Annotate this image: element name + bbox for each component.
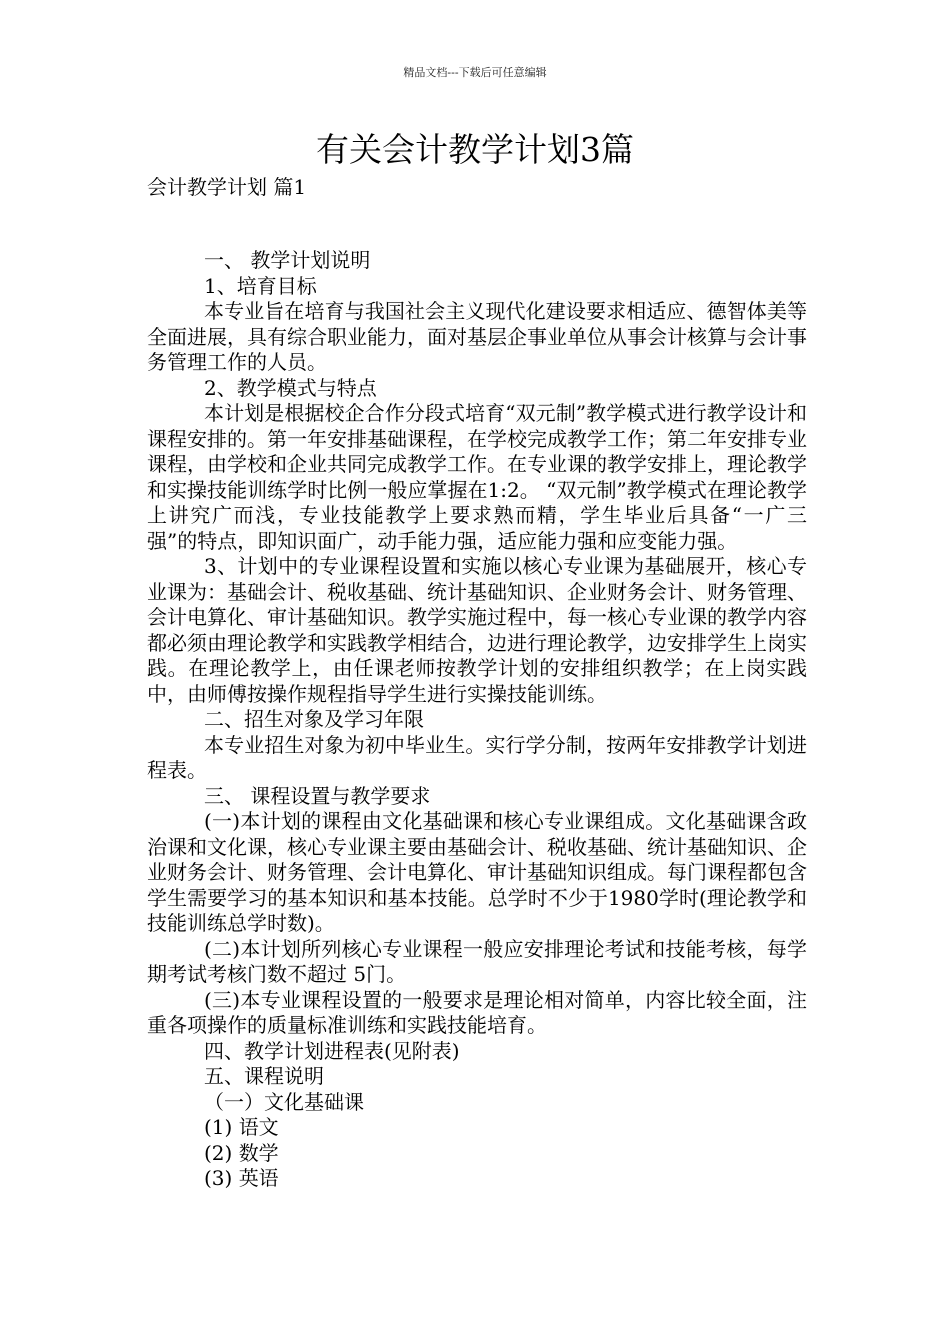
body-paragraph: 本专业旨在培育与我国社会主义现代化建设要求相适应、德智体美等全面进展，具有综合职业能力，面对基层企事业单位从事会计核算与会计事务管理工作的人员。 — [147, 299, 807, 374]
section-heading: 四、教学计划进程表(见附表) — [204, 1038, 460, 1063]
list-item: (3) 英语 — [204, 1166, 279, 1190]
subsection-heading: （一）文化基础课 — [204, 1089, 364, 1114]
section-heading: 三、 课程设置与教学要求 — [204, 783, 431, 808]
body-paragraph: 本计划是根据校企合作分段式培育“双元制”教学模式进行教学设计和课程安排的。第一年安排基础课程，在学校完成教学工作；第二年安排专业课程，由学校和企业共同完成教学工作。在专业课的教学安排上，理论教学和实操技能训练学时比例一般应掌握在1:2。 “双元制”教学模式在理论教学上讲究广而浅，专业技能教学上要求熟而精，学生毕业后具备“一广三强”的特点，即知识面广，动手能力强，适应能力强和应变能力强。 — [147, 401, 807, 553]
body-paragraph: (一)本计划的课程由文化基础课和核心专业课组成。文化基础课含政治课和文化课，核心专业课主要由基础会计、税收基础、统计基础知识、企业财务会计、财务管理、会计电算化、审计基础知识组成。每门课程都包含学生需要学习的基本知识和基本技能。总学时不少于1980学时(理论教学和技能训练总学时数)。 — [147, 809, 807, 935]
subsection-heading: 2、教学模式与特点 — [204, 375, 377, 400]
body-paragraph: 3、计划中的专业课程设置和实施以核心专业课为基础展开，核心专业课为：基础会计、税收基础、统计基础知识、企业财务会计、财务管理、会计电算化、审计基础知识。教学实施过程中，每一核心专业课的教学内容都必须由理论教学和实践教学相结合，边进行理论教学，边安排学生上岗实践。在理论教学上，由任课老师按教学计划的安排组织教学；在上岗实践中，由师傅按操作规程指导学生进行实操技能训练。 — [147, 554, 807, 706]
page-header-note: 精品文档---下载后可任意编辑 — [403, 66, 547, 79]
body-paragraph: 本专业招生对象为初中毕业生。实行学分制，按两年安排教学计划进程表。 — [147, 732, 807, 782]
document-subtitle: 会计教学计划 篇1 — [147, 175, 307, 199]
section-heading: 一、 教学计划说明 — [204, 248, 371, 272]
section-heading: 五、课程说明 — [204, 1064, 324, 1088]
body-paragraph: (三)本专业课程设置的一般要求是理论相对简单，内容比较全面，注重各项操作的质量标准训练和实践技能培育。 — [147, 987, 807, 1037]
subsection-heading: 1、培育目标 — [204, 273, 317, 298]
list-item: (1) 语文 — [204, 1115, 279, 1139]
document-title: 有关会计教学计划3篇 — [316, 130, 634, 169]
list-item: (2) 数学 — [204, 1140, 279, 1165]
document-body — [147, 248, 807, 1192]
body-paragraph: (二)本计划所列核心专业课程一般应安排理论考试和技能考核，每学期考试考核门数不超过 5门。 — [147, 936, 807, 986]
section-heading: 二、招生对象及学习年限 — [204, 707, 424, 731]
